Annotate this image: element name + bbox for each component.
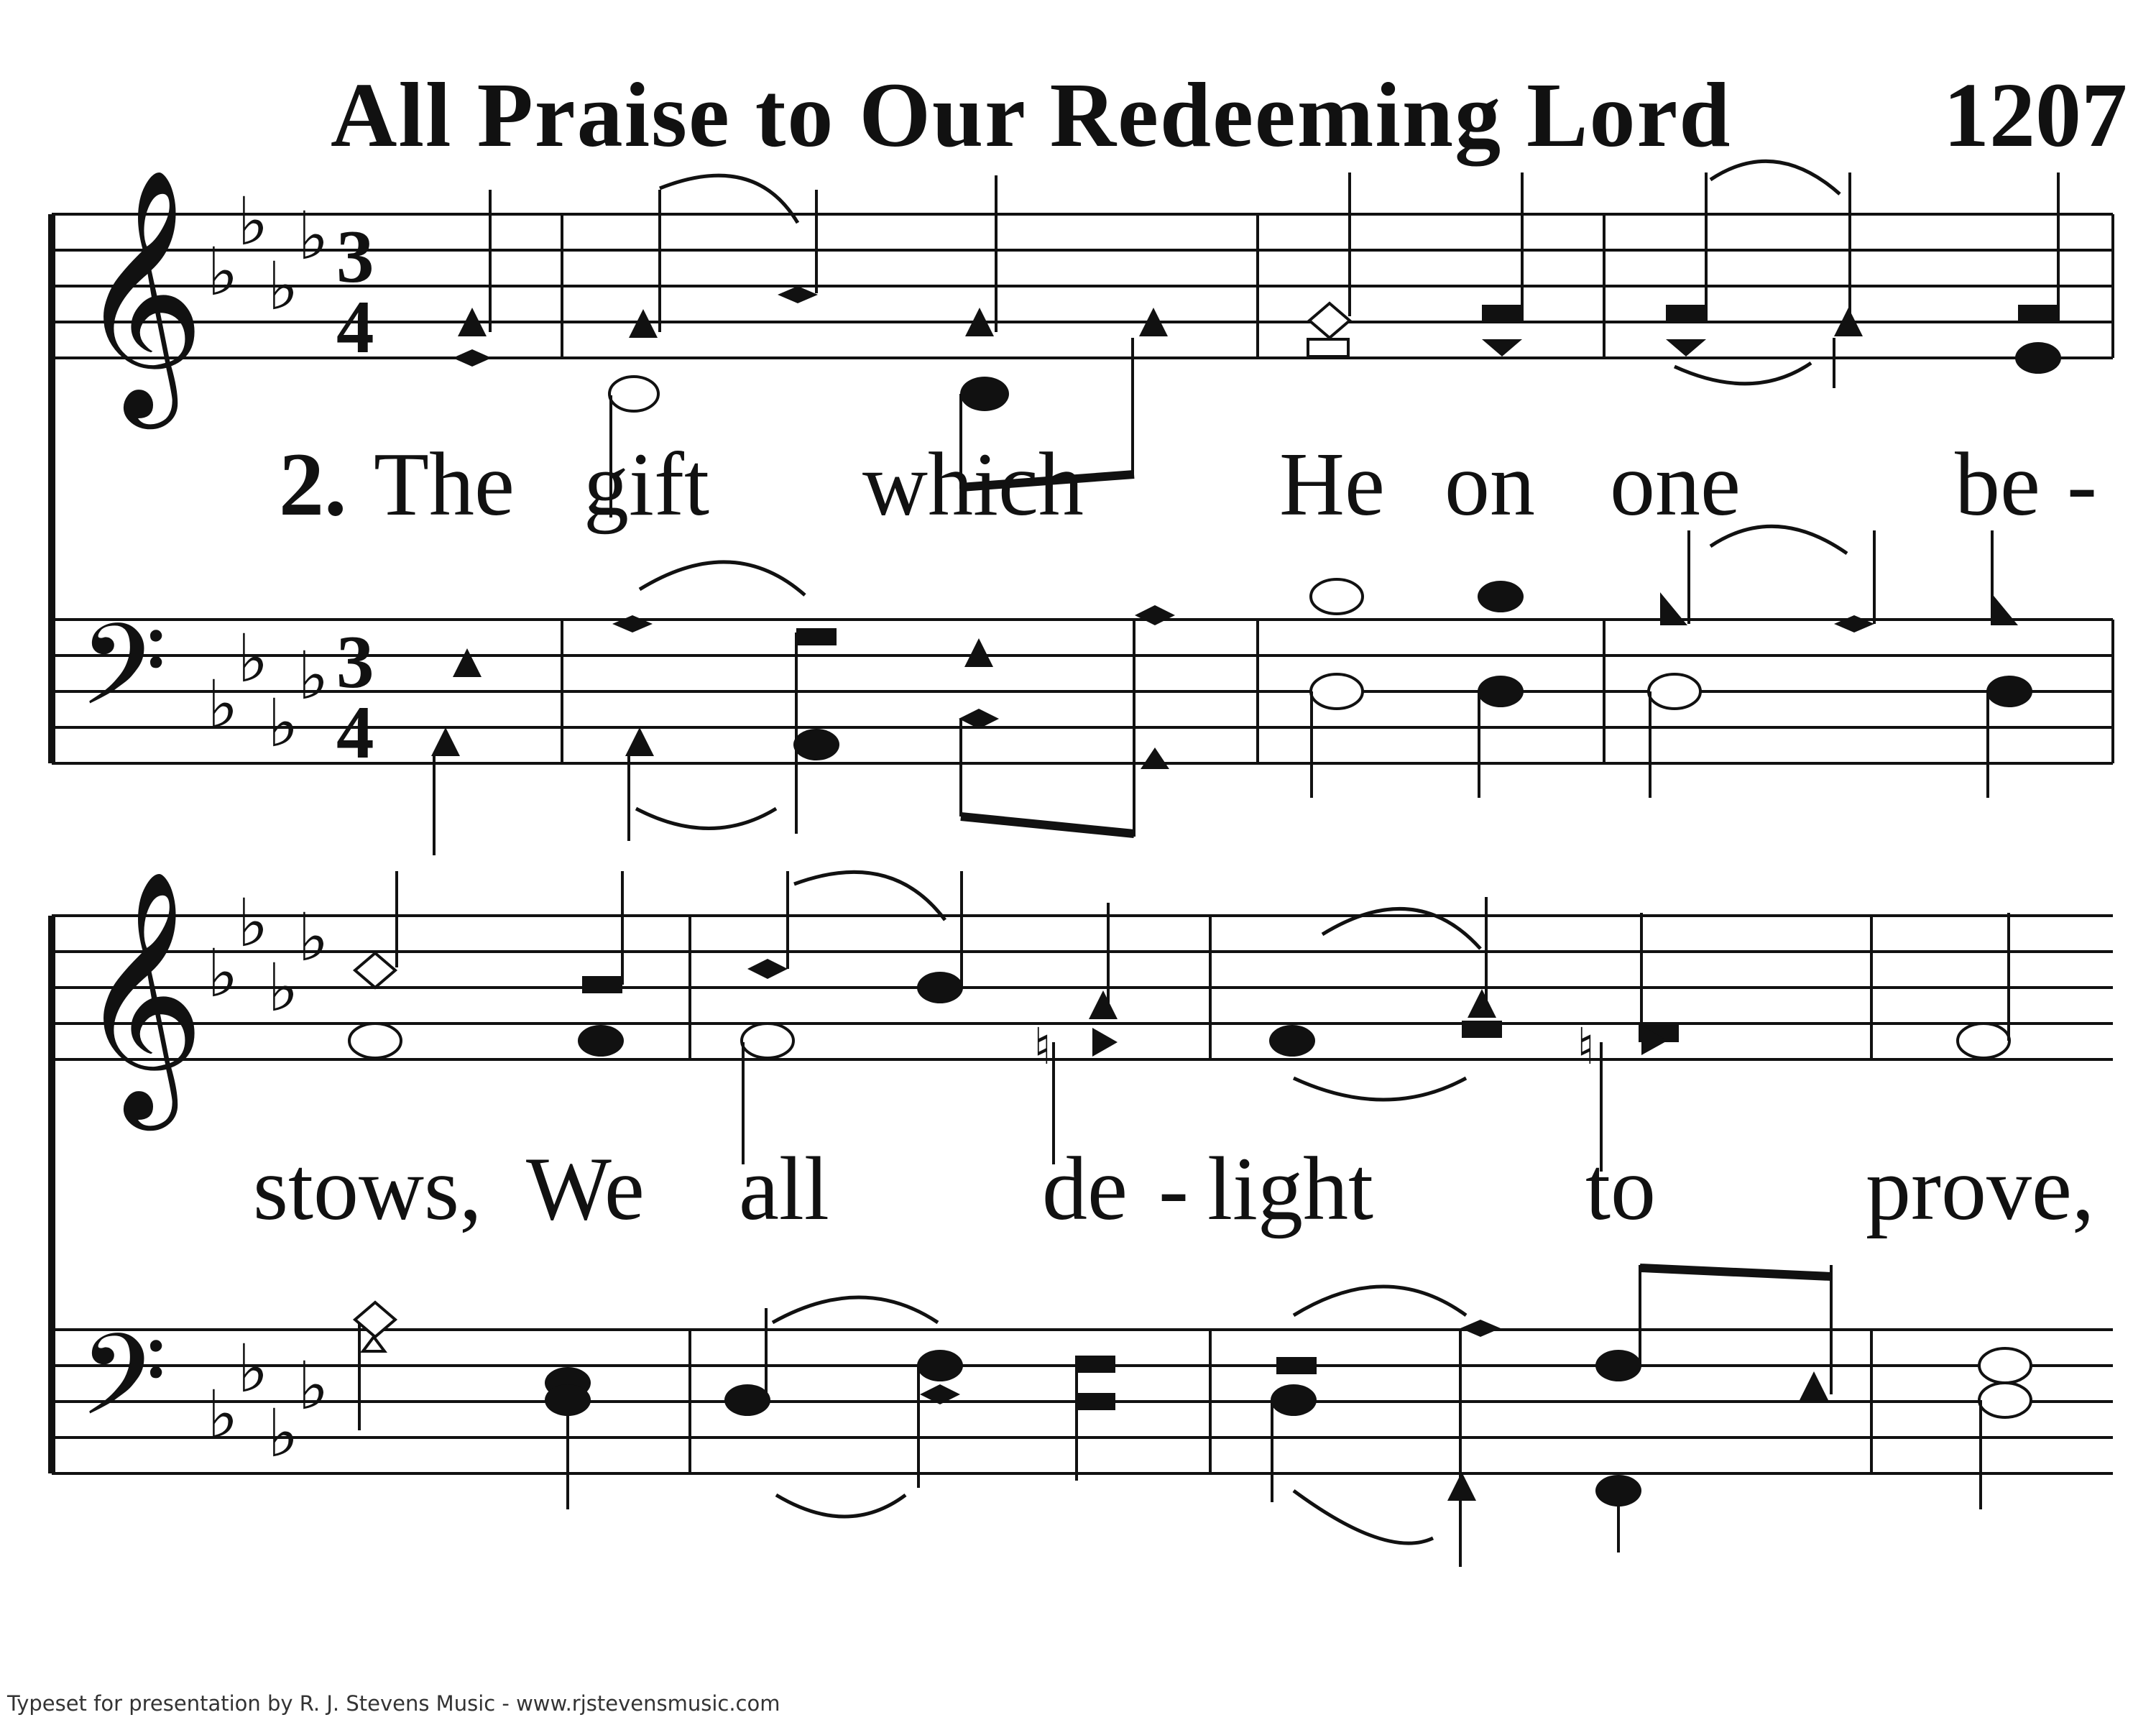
treble-clef-icon: 𝄞	[78, 167, 206, 418]
lyric-syllable: He	[1279, 435, 1385, 535]
treble-clef-icon: 𝄞	[78, 868, 206, 1119]
lyric-syllable: on	[1445, 435, 1535, 535]
footer-credit: Typeset for presentation by R. J. Stevens Music - www.rjstevensmusic.com	[7, 1691, 780, 1716]
lyric-hyphen: -	[2067, 435, 2097, 535]
lyric-hyphen: -	[1158, 1139, 1189, 1239]
svg-text:♭: ♭	[237, 620, 269, 697]
key-signature-treble	[207, 885, 328, 1026]
lyric-syllable: one	[1610, 435, 1741, 535]
lyric-syllable: The	[374, 435, 515, 535]
lyric-syllable: prove,	[1866, 1139, 2095, 1239]
svg-text:♭: ♭	[207, 666, 239, 743]
key-signature-treble	[207, 183, 328, 325]
svg-text:♭: ♭	[237, 885, 269, 962]
svg-text:♭: ♭	[207, 935, 239, 1012]
time-sig-top: 3	[336, 214, 374, 298]
svg-text:♭: ♭	[267, 685, 299, 762]
svg-text:♭: ♭	[267, 949, 299, 1026]
hymn-number: 1207	[1943, 64, 2127, 166]
lyric-syllable: stows,	[253, 1139, 482, 1239]
svg-text:♭: ♭	[298, 1348, 329, 1425]
key-signature-bass	[207, 620, 328, 762]
bass-clef-icon: 𝄢	[79, 599, 167, 758]
time-sig-bottom: 4	[336, 690, 374, 774]
svg-text:♭: ♭	[207, 1376, 239, 1453]
hymn-title: All Praise to Our Redeeming Lord	[331, 64, 1732, 166]
lyric-syllable: all	[739, 1139, 829, 1239]
key-signature-bass	[207, 1330, 328, 1472]
lyric-syllable: light	[1207, 1139, 1374, 1239]
lyric-syllable: which	[862, 435, 1084, 535]
time-sig-bottom: 4	[336, 285, 374, 369]
svg-text:♭: ♭	[207, 234, 239, 310]
svg-text:♮: ♮	[1033, 1017, 1052, 1076]
lyric-syllable: to	[1585, 1139, 1657, 1239]
svg-text:♭: ♭	[298, 638, 329, 714]
lyric-syllable: de	[1042, 1139, 1128, 1239]
svg-text:♭: ♭	[237, 1330, 269, 1407]
svg-text:♭: ♭	[298, 198, 329, 275]
verse-number: 2.	[279, 435, 347, 535]
svg-text:♭: ♭	[237, 183, 269, 260]
lyric-syllable: We	[526, 1139, 645, 1239]
system-2-bass-notes	[355, 1265, 2031, 1567]
svg-text:♭: ♭	[267, 1395, 299, 1472]
lyric-syllable: gift	[584, 435, 709, 535]
time-signature-treble	[336, 214, 374, 369]
bass-clef-icon: 𝄢	[79, 1310, 167, 1468]
svg-text:♮: ♮	[1577, 1017, 1595, 1076]
time-signature-bass	[336, 620, 374, 774]
time-sig-top: 3	[336, 620, 374, 704]
svg-text:♭: ♭	[298, 899, 329, 976]
svg-text:♭: ♭	[267, 248, 299, 325]
lyric-syllable: be	[1955, 435, 2040, 535]
